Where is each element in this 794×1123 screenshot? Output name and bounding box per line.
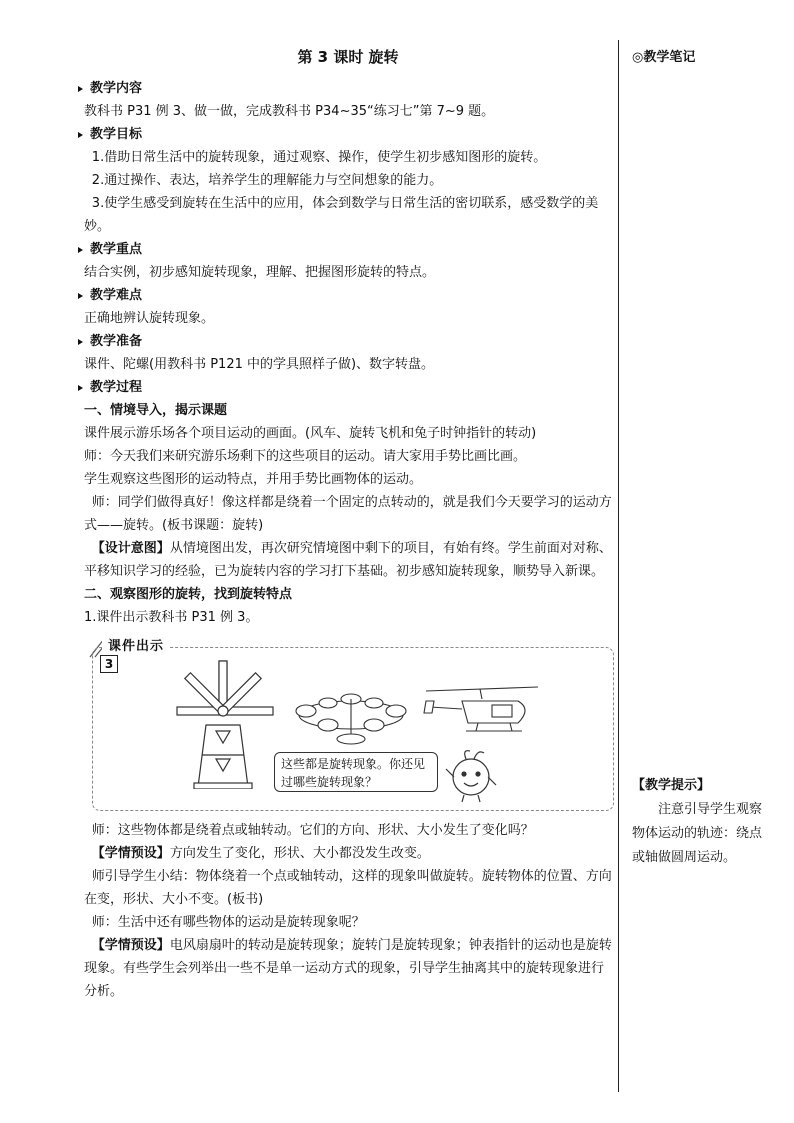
content-text: 教科书 P31 例 3、做一做，完成教科书 P34~35“练习七”第 7~9 题。 (84, 104, 495, 119)
goal-1: 1.借助日常生活中的旋转现象，通过观察、操作，使学生初步感知图形的旋转。 (91, 150, 547, 165)
summary: 师引导学生小结：物体绕着一个点或轴转动，这样的现象叫做旋转。旋转物体的位置、方向在变，形状、大小不变。(板书) (84, 869, 612, 907)
preset-answer-1-text: 方向发生了变化，形状、大小都没发生改变。 (169, 846, 430, 861)
section-heading-difficulties: 教学难点 (84, 284, 612, 307)
windmill-illustration (166, 659, 276, 789)
part-2-title: 二、观察图形的旋转，找到旋转特点 (84, 587, 293, 602)
teaching-tip (632, 774, 772, 870)
section-heading-key-points: 教学重点 (84, 238, 612, 261)
carousel-illustration (292, 677, 410, 747)
design-intent-label: 【设计意图】 (91, 541, 170, 556)
part-1-line-1: 课件展示游乐场各个项目运动的画面。(风车、旋转飞机和兔子时钟指针的转动) (84, 426, 537, 441)
part-1-title: 一、情境导入，揭示课题 (84, 403, 228, 418)
preset-answer-2-text: 电风扇扇叶的转动是旋转现象；旋转门是旋转现象；钟表指针的运动也是旋转现象。有些学生会列举出一些不是单一运动方式的现象，引导学生抽离其中的旋转现象进行分析。 (84, 938, 612, 999)
textbook-figure (84, 637, 612, 815)
preset-answer-2 (84, 934, 612, 1003)
question-1: 师：这些物体都是绕着点或轴转动。它们的方向、形状、大小发生了变化吗？ (91, 823, 534, 838)
section-heading-content: 教学内容 (84, 77, 612, 100)
cartoon-character-illustration (444, 747, 498, 803)
difficulties-text: 正确地辨认旋转现象。 (84, 311, 215, 326)
preset-answer-2-label: 【学情预设】 (91, 938, 170, 953)
page-title: 第 3 课时 旋转 (297, 48, 399, 66)
notes-heading: ◎教学笔记 (632, 50, 696, 65)
goal-2: 2.通过操作、表达，培养学生的理解能力与空间想象的能力。 (91, 173, 443, 188)
design-intent (84, 537, 612, 583)
goal-3: 3.使学生感受到旋转在生活中的应用，体会到数学与日常生活的密切联系，感受数学的美妙。 (84, 196, 599, 234)
notes-sidebar (632, 46, 782, 65)
helicopter-illustration (422, 683, 542, 743)
section-heading-goals: 教学目标 (84, 123, 612, 146)
part-2-line-1: 1.课件出示教科书 P31 例 3。 (84, 610, 259, 625)
column-divider (618, 40, 619, 1092)
figure-label: 课件出示 (102, 635, 170, 658)
preset-answer-1-label: 【学情预设】 (91, 846, 170, 861)
section-heading-preparation: 教学准备 (84, 330, 612, 353)
part-1-line-4: 师：同学们做得真好！像这样都是绕着一个固定的点转动的，就是我们今天要学习的运动方式——旋转。(板书课题：旋转) (84, 495, 612, 533)
part-1-line-2: 师：今天我们来研究游乐场剩下的这些项目的运动。请大家用手势比画比画。 (84, 449, 527, 464)
key-points-text: 结合实例，初步感知旋转现象，理解、把握图形旋转的特点。 (84, 265, 436, 280)
lesson-plan (84, 44, 612, 1003)
speech-bubble: 这些都是旋转现象。你还见过哪些旋转现象？ (274, 752, 438, 792)
part-1-line-3: 学生观察这些图形的运动特点，并用手势比画物体的运动。 (84, 472, 423, 487)
example-number: 3 (100, 655, 118, 673)
question-2: 师：生活中还有哪些物体的运动是旋转现象呢？ (91, 915, 365, 930)
section-heading-process: 教学过程 (84, 376, 612, 399)
preparation-text: 课件、陀螺(用教科书 P121 中的学具照样子做)、数字转盘。 (84, 357, 435, 372)
tip-heading: 【教学提示】 (632, 778, 711, 793)
design-intent-text: 从情境图出发，再次研究情境图中剩下的项目，有始有终。学生前面对对称、平移知识学习的经验，已为旋转内容的学习打下基础。初步感知旋转现象，顺势导入新课。 (84, 541, 612, 579)
tip-body: 注意引导学生观察物体运动的轨迹：绕点或轴做圆周运动。 (632, 802, 763, 865)
preset-answer-1 (84, 842, 612, 865)
